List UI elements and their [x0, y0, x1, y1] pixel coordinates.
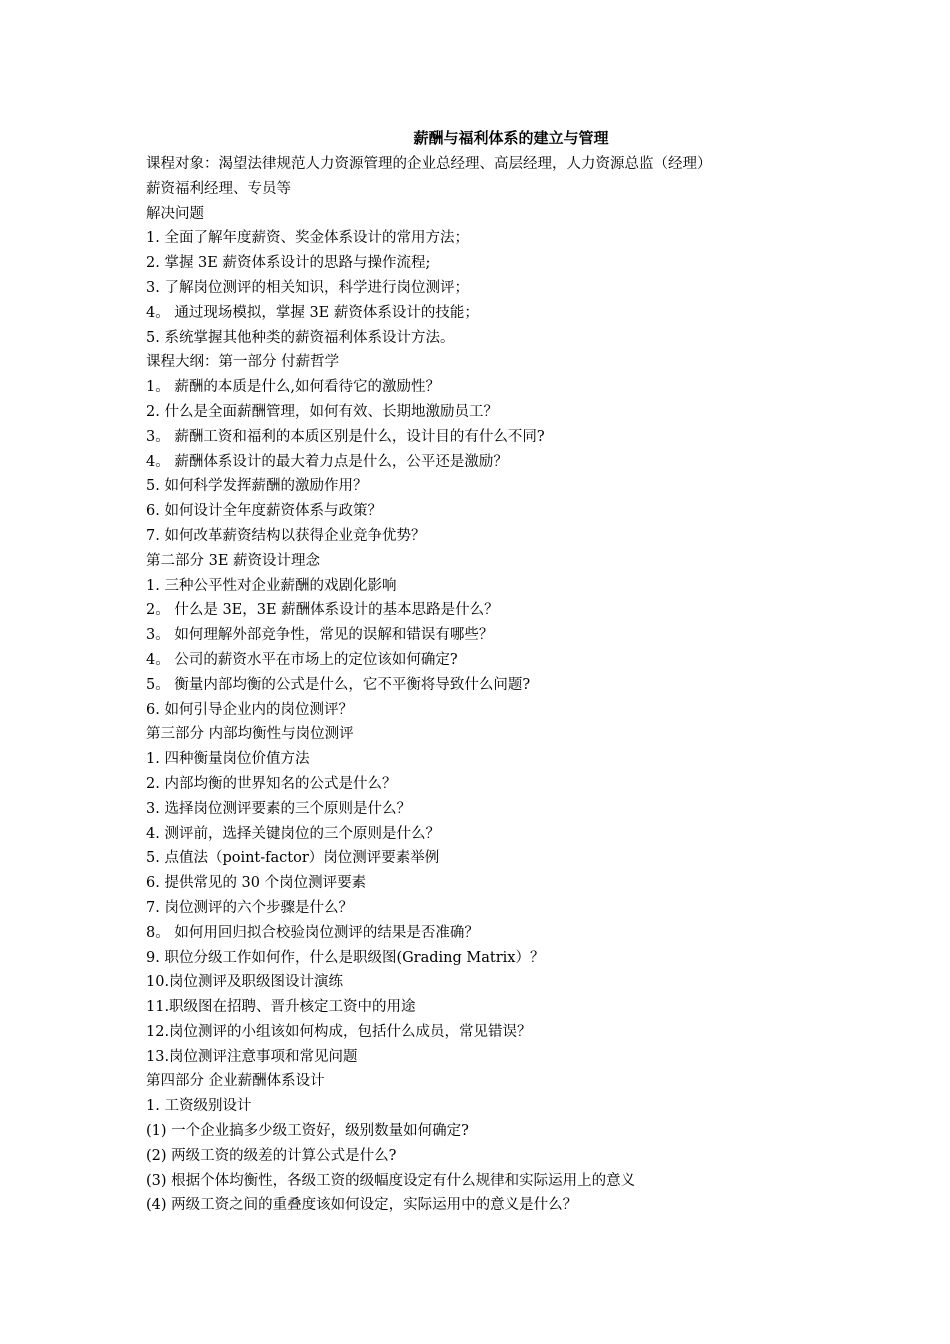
text-line: 6. 如何引导企业内的岗位测评？ [146, 701, 353, 718]
text-line: 4. 测评前，选择关键岗位的三个原则是什么？ [146, 825, 440, 842]
document-page [146, 124, 846, 1218]
text-line: (3) 根据个体均衡性，各级工资的级幅度设定有什么规律和实际运用上的意义 [146, 1172, 636, 1189]
text-line: 1. 全面了解年度薪资、奖金体系设计的常用方法； [146, 230, 469, 247]
text-line: 10.岗位测评及职级图设计演练 [146, 974, 344, 991]
text-line: 5. 系统掌握其他种类的薪资福利体系设计方法。 [146, 329, 455, 346]
text-line: 2. 内部均衡的世界知名的公式是什么？ [146, 775, 397, 792]
text-line: 5. 如何科学发挥薪酬的激励作用？ [146, 478, 368, 495]
text-line: 第三部分 内部均衡性与岗位测评 [146, 726, 354, 743]
text-line: 13.岗位测评注意事项和常见问题 [146, 1048, 358, 1065]
text-line: 解决问题 [146, 205, 204, 222]
text-line: 6. 提供常见的 30 个岗位测评要素 [146, 875, 367, 892]
text-line: 1. 工资级别设计 [146, 1098, 252, 1115]
text-line: 2. 什么是全面薪酬管理，如何有效、长期地激励员工？ [146, 403, 498, 420]
text-line: 7. 如何改革薪资结构以获得企业竞争优势？ [146, 527, 426, 544]
text-line: 3. 了解岗位测评的相关知识，科学进行岗位测评； [146, 279, 469, 296]
text-line: 5。 衡量内部均衡的公式是什么，它不平衡将导致什么问题? [146, 676, 531, 693]
text-line: 4。 薪酬体系设计的最大着力点是什么，公平还是激励？ [146, 453, 508, 470]
text-line: 5. 点值法（point-factor）岗位测评要素举例 [146, 850, 440, 867]
text-line: 1。 薪酬的本质是什么,如何看待它的激励性？ [146, 379, 440, 396]
text-line: 2. 掌握 3E 薪资体系设计的思路与操作流程; [146, 255, 431, 272]
text-line: 6. 如何设计全年度薪资体系与政策？ [146, 503, 382, 520]
text-line: 1. 四种衡量岗位价值方法 [146, 751, 310, 768]
text-line: 3。 薪酬工资和福利的本质区别是什么，设计目的有什么不同? [146, 428, 545, 445]
text-line: 4。 公司的薪资水平在市场上的定位该如何确定? [146, 651, 458, 668]
text-line: 课程对象：渴望法律规范人力资源管理的企业总经理、高层经理，人力资源总监（经理） [146, 156, 712, 172]
text-line: 3。 如何理解外部竞争性，常见的误解和错误有哪些？ [146, 627, 494, 644]
text-line: (4) 两级工资之间的重叠度该如何设定，实际运用中的意义是什么？ [146, 1197, 578, 1214]
text-line: 4。 通过现场模拟，掌握 3E 薪资体系设计的技能； [146, 304, 479, 321]
text-line: 1. 三种公平性对企业薪酬的戏剧化影响 [146, 577, 397, 594]
text-line: (1) 一个企业搞多少级工资好，级别数量如何确定? [146, 1123, 469, 1140]
document-body [146, 152, 846, 1218]
text-line: 12.岗位测评的小组该如何构成，包括什么成员，常见错误？ [146, 1023, 532, 1040]
document-title: 薪酬与福利体系的建立与管理 [413, 129, 609, 147]
text-line: 第二部分 3E 薪资设计理念 [146, 552, 321, 569]
text-line: 7. 岗位测评的六个步骤是什么？ [146, 899, 353, 916]
text-line: 11.职级图在招聘、晋升核定工资中的用途 [146, 999, 416, 1016]
text-line: 9. 职位分级工作如何作，什么是职级图(Grading Matrix）？ [146, 949, 545, 966]
text-line: 课程大纲：第一部分 付薪哲学 [146, 354, 340, 371]
text-line: 8。 如何用回归拟合校验岗位测评的结果是否准确？ [146, 924, 479, 941]
text-line: 薪资福利经理、专员等 [146, 180, 291, 197]
text-line: 第四部分 企业薪酬体系设计 [146, 1073, 325, 1090]
text-line: (2) 两级工资的级差的计算公式是什么? [146, 1147, 397, 1164]
text-line: 3. 选择岗位测评要素的三个原则是什么？ [146, 800, 411, 817]
text-line: 2。 什么是 3E，3E 薪酬体系设计的基本思路是什么？ [146, 602, 499, 619]
